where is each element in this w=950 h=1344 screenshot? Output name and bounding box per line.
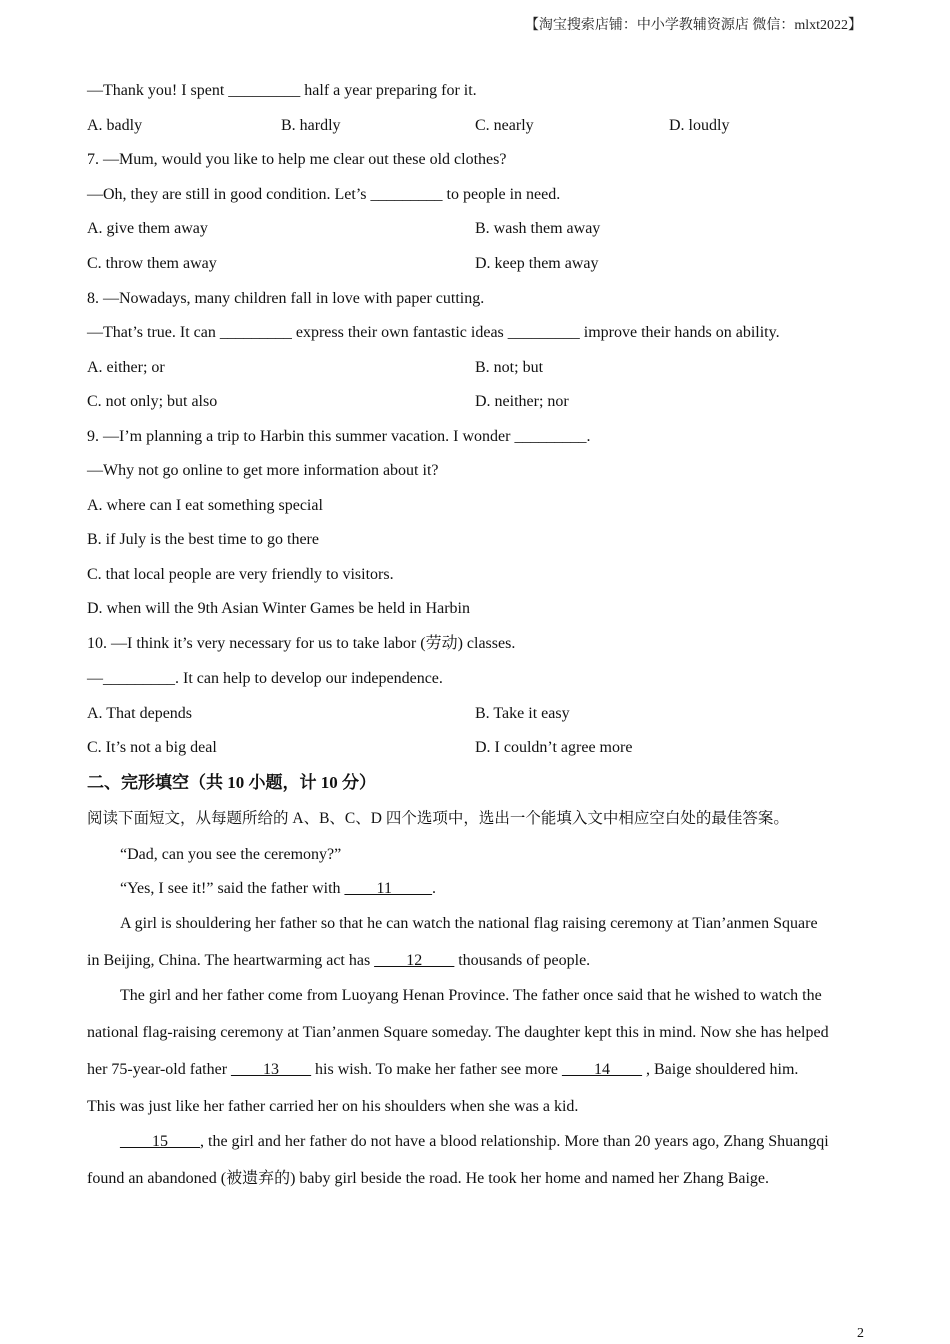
section-title: 二、完形填空（共 10 小题，计 10 分） [87,773,376,792]
passage-text: , Baige shouldered him. [642,1061,799,1078]
blank-13: ____13____ [231,1061,312,1078]
passage-line: This was just like her father carried her on his shoulders when she was a kid. [87,1098,579,1115]
section-instruction: 阅读下面短文，从每题所给的 A、B、C、D 四个选项中，选出一个能填入文中相应空白处的最佳答案。 [87,810,789,827]
q6-option-a: A. badly [87,117,143,134]
passage-line: A girl is shouldering her father so that he can watch the national flag raising ceremony at Tian’anmen Square [120,915,818,932]
q10-stem: 10. —I think it’s very necessary for us to take labor (劳动) classes. [87,635,516,652]
q9-option-a: A. where can I eat something special [87,497,323,514]
passage-text: her 75-year-old father [87,1061,232,1078]
blank-12: ____12____ [374,952,455,969]
q9-stem: 9. —I’m planning a trip to Harbin this summer vacation. I wonder _________. [87,428,591,445]
passage-text: thousands of people. [454,952,591,969]
q7-stem: 7. —Mum, would you like to help me clear out these old clothes? [87,151,507,168]
passage-line: national flag-raising ceremony at Tian’anmen Square someday. The daughter kept this in mind. Now she has helped [87,1024,829,1041]
passage-text: his wish. To make her father see more [311,1061,562,1078]
q8-option-b: B. not; but [475,359,544,376]
passage-line [87,1060,798,1080]
q10-option-b: B. Take it easy [475,705,570,722]
q8-stem: 8. —Nowadays, many children fall in love with paper cutting. [87,290,485,307]
q7-option-d: D. keep them away [475,255,599,272]
passage-line [120,879,436,899]
blank-15: ____15____ [120,1133,200,1150]
passage-text: , the girl and her father do not have a blood relationship. More than 20 years ago, Zhang Shuangqi [200,1133,829,1150]
q6-option-d: D. loudly [669,117,730,134]
passage-line: The girl and her father come from Luoyang Henan Province. The father once said that he wished to watch the [120,987,822,1004]
q10-option-d: D. I couldn’t agree more [475,739,633,756]
passage-line: found an abandoned (被遗弃的) baby girl beside the road. He took her home and named her Zhang Baige. [87,1170,770,1187]
q8-option-a: A. either; or [87,359,165,376]
passage-text: in Beijing, China. The heartwarming act has [87,952,375,969]
passage-line: “Dad, can you see the ceremony?” [120,846,342,863]
q6-option-b: B. hardly [281,117,341,134]
passage-line [87,951,590,971]
page-number: 2 [857,1326,864,1341]
q9-option-c: C. that local people are very friendly to visitors. [87,566,394,583]
blank-11: ____11_____ [344,880,432,897]
q6-option-c: C. nearly [475,117,534,134]
blank-14: ____14____ [562,1061,642,1078]
q10-option-a: A. That depends [87,705,193,722]
q7-option-a: A. give them away [87,220,208,237]
passage-text: “Yes, I see it!” said the father with [120,880,345,897]
q8-option-c: C. not only; but also [87,393,218,410]
q10-reply: —_________. It can help to develop our independence. [87,670,443,687]
q9-reply: —Why not go online to get more information about it? [87,462,439,479]
q7-option-b: B. wash them away [475,220,601,237]
q7-reply: —Oh, they are still in good condition. Let’s _________ to people in need. [87,186,561,203]
q6-reply: —Thank you! I spent _________ half a year preparing for it. [87,82,477,99]
q9-option-d: D. when will the 9th Asian Winter Games be held in Harbin [87,600,470,617]
q8-reply: —That’s true. It can _________ express their own fantastic ideas _________ improve their hands on ability. [87,324,780,341]
q8-option-d: D. neither; nor [475,393,569,410]
q9-option-b: B. if July is the best time to go there [87,531,319,548]
q7-option-c: C. throw them away [87,255,217,272]
passage-text: . [431,880,436,897]
page-header-banner: 【淘宝搜索店铺：中小学教辅资源店 微信：mlxt2022】 [524,18,862,33]
q10-option-c: C. It’s not a big deal [87,739,217,756]
passage-line [120,1132,829,1152]
